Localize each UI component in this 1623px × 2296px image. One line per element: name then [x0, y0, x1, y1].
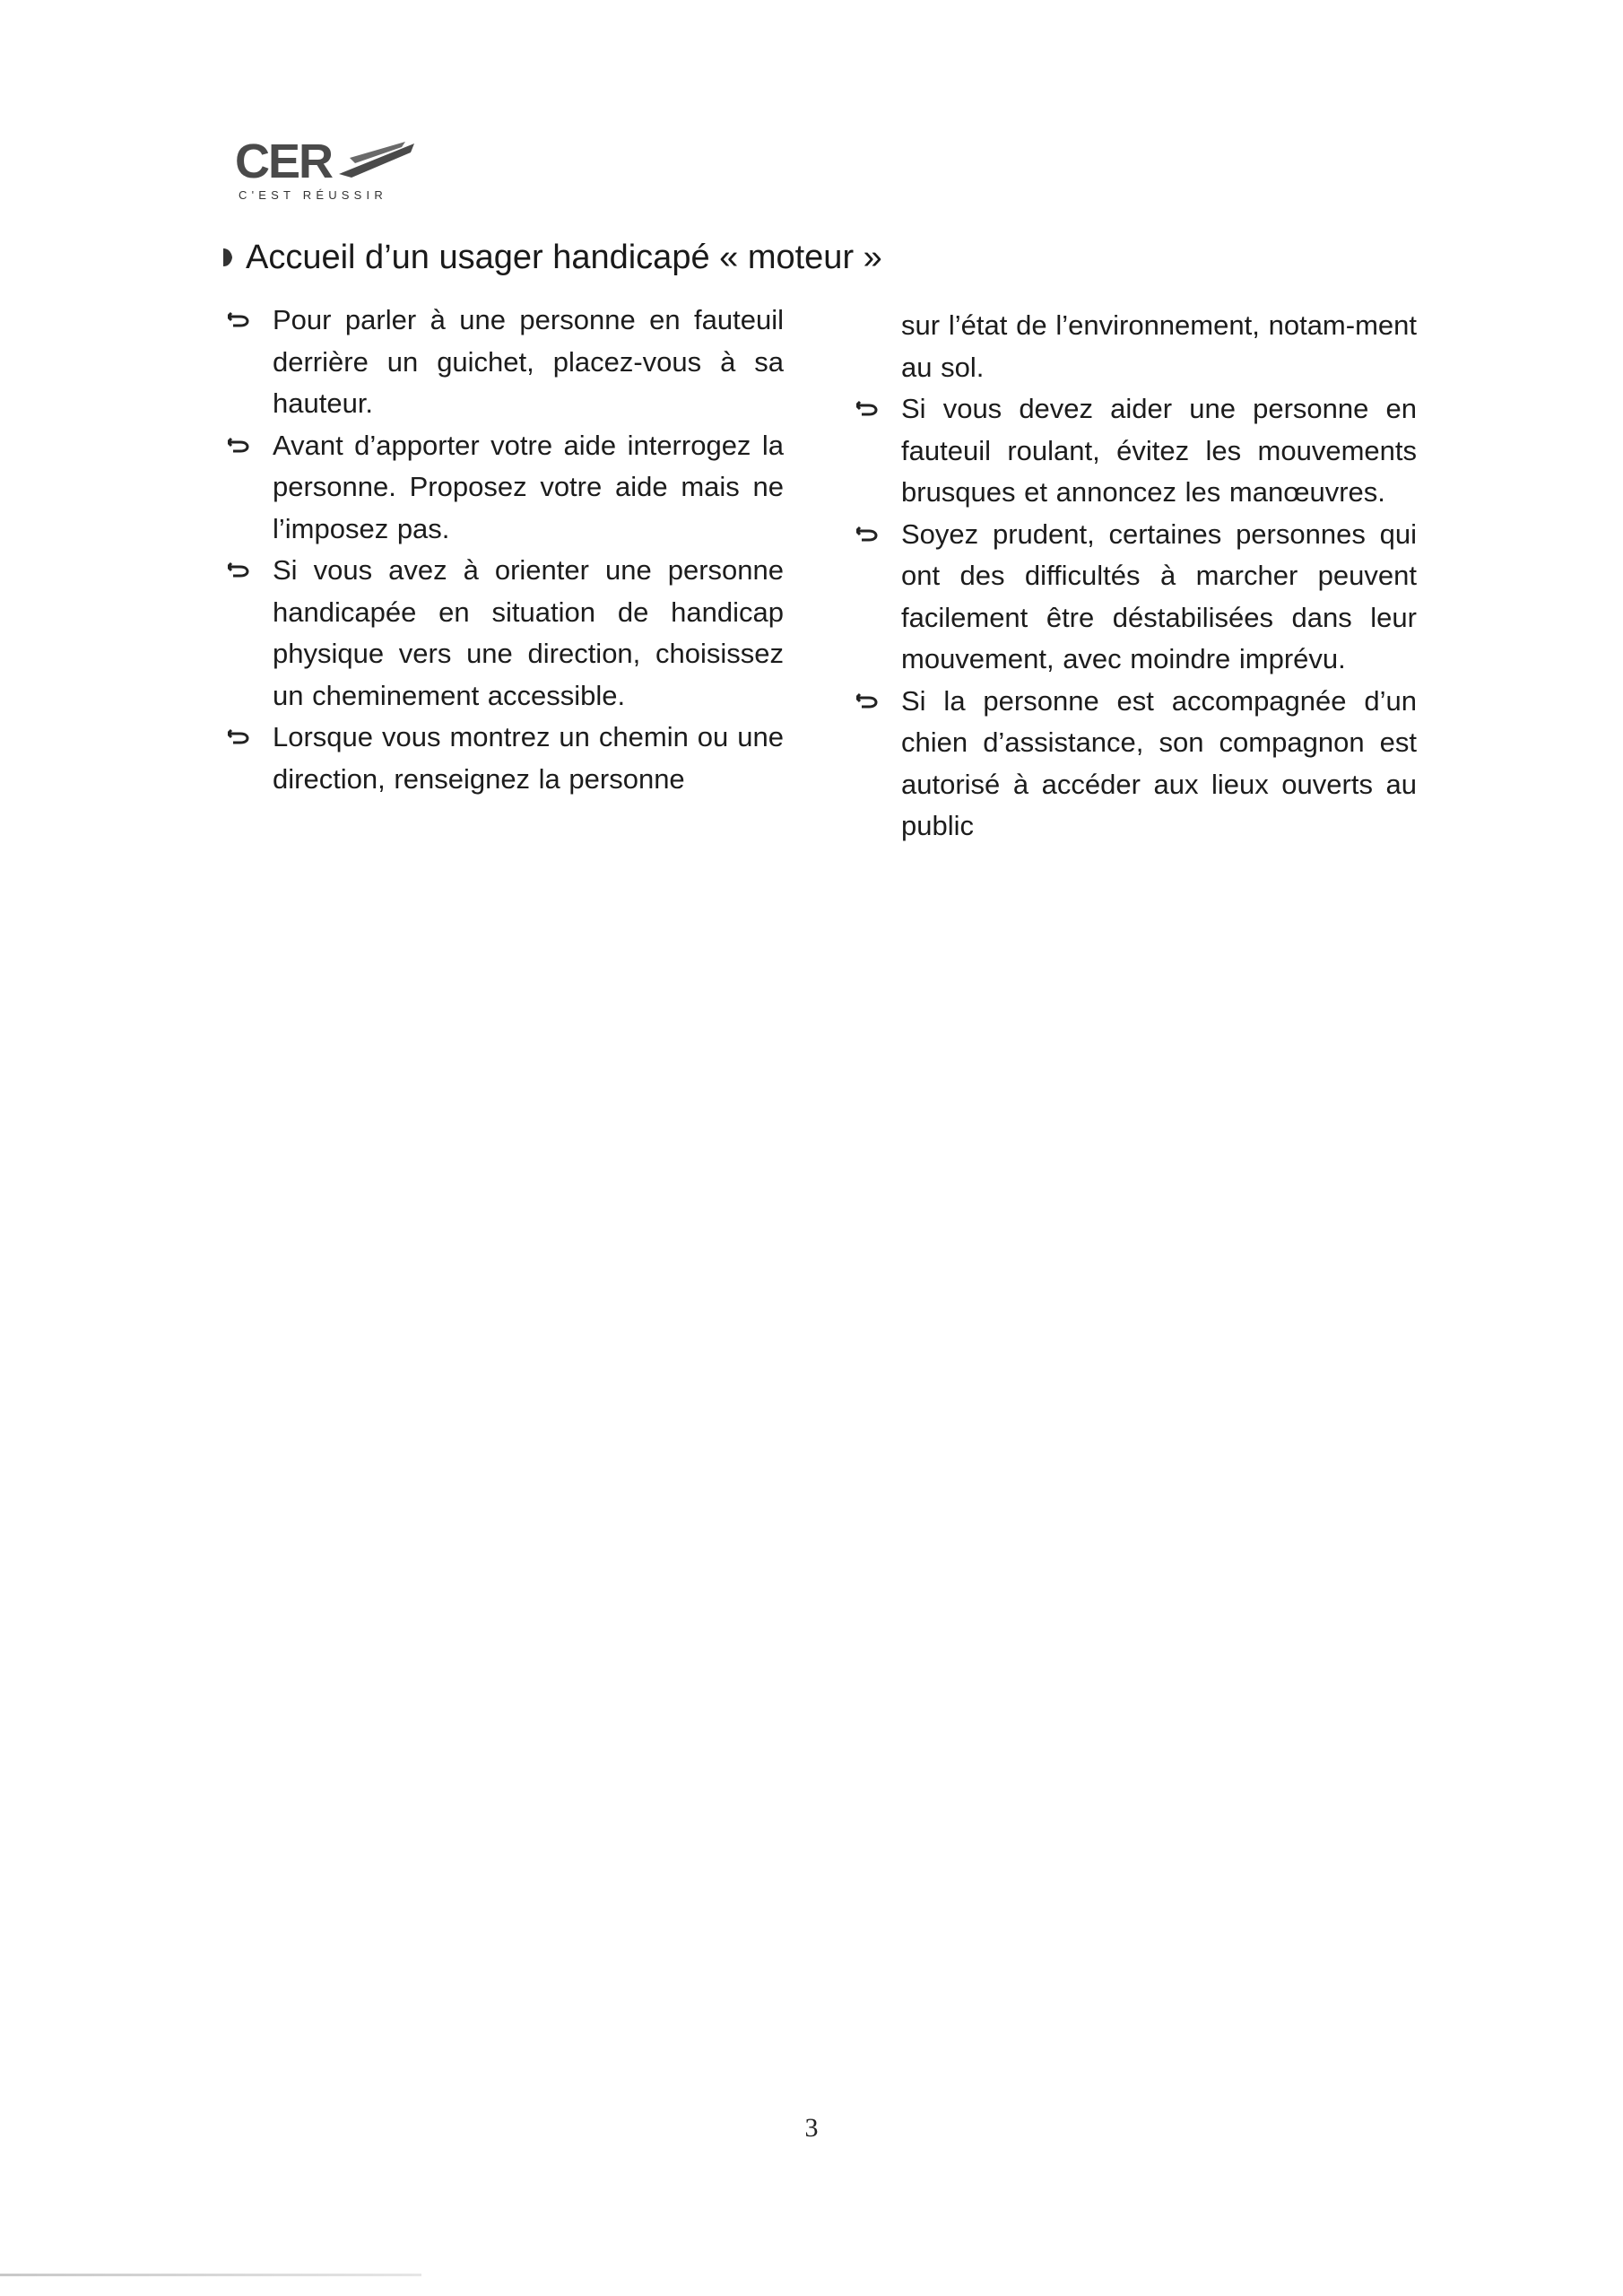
curved-arrow-icon — [228, 437, 251, 453]
logo-tagline: C'EST RÉUSSIR — [239, 188, 387, 202]
cer-logo — [235, 135, 414, 206]
heading-text: Accueil d’un usager handicapé « moteur » — [246, 238, 882, 276]
page-number: 3 — [804, 2113, 819, 2143]
cer-logo-mark — [235, 135, 414, 185]
curved-arrow-icon — [856, 692, 880, 709]
logo-brand-text: CER — [235, 135, 333, 185]
right-column — [856, 305, 1417, 848]
bullet-text: Si la personne est accompagnée d’un chien d’assistance, son compagnon est autorisé à accéder aux lieux ouverts au public — [901, 684, 1417, 841]
bullet-text: Pour parler à une personne en fauteuil derrière un guichet, placez-vous à sa hauteur. — [273, 304, 784, 419]
bullet-item — [856, 514, 1417, 681]
bullet-text: Si vous avez à orienter une personne handicapée en situation de handicap physique vers une direction, choisissez un cheminement accessible. — [273, 554, 784, 711]
bullet-item — [228, 550, 784, 717]
bullet-text: Soyez prudent, certaines personnes qui ont des difficultés à marcher peuvent facilement être déstabilisées dans leur mouvement, avec moindre imprévu. — [901, 517, 1417, 674]
curved-arrow-icon — [856, 526, 880, 542]
bullet-text: Lorsque vous montrez un chemin ou une direction, renseignez la personne — [273, 721, 784, 795]
left-column — [228, 300, 784, 800]
half-circle-icon — [222, 248, 233, 267]
bullet-item — [228, 300, 784, 425]
curved-arrow-icon — [228, 728, 251, 744]
bullet-text: Si vous devez aider une personne en fauteuil roulant, évitez les mouvements brusques et annoncez les manœuvres. — [901, 393, 1417, 508]
bullet-text: Avant d’apporter votre aide interrogez la personne. Proposez votre aide mais ne l’imposez pas. — [273, 429, 784, 544]
bullet-item — [856, 681, 1417, 848]
curved-arrow-icon — [228, 561, 251, 578]
continued-text: sur l’état de l’environnement, notam-ment au sol. — [901, 309, 1417, 383]
curved-arrow-icon — [228, 311, 251, 327]
bullet-item — [228, 425, 784, 551]
bullet-item — [228, 717, 784, 800]
section-heading — [222, 235, 882, 280]
curved-arrow-icon — [856, 400, 880, 416]
scan-edge-line — [0, 2274, 421, 2276]
bullet-item — [856, 388, 1417, 514]
